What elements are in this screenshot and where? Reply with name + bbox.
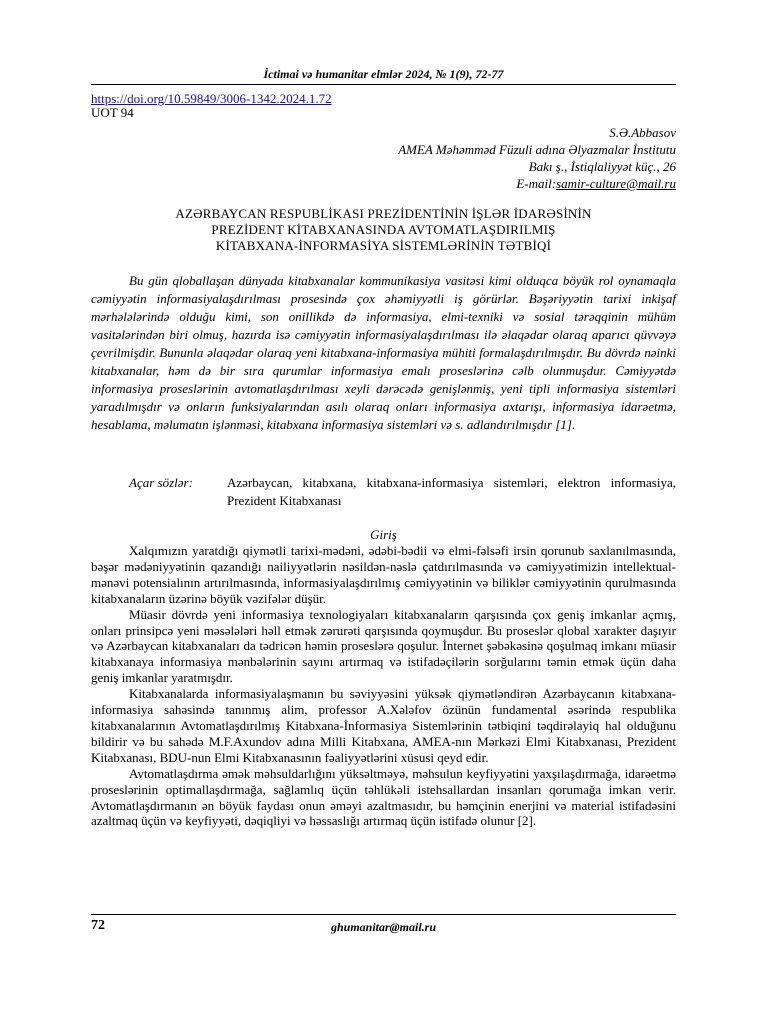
author-email-link[interactable]: samir-culture@mail.ru xyxy=(556,176,676,191)
udc-code: UOT 94 xyxy=(91,105,134,120)
paragraph: Müasir dövrdə yeni informasiya texnologiyaları kitabxanaların qarşısında çox geniş imkanlar açmış, onları prinsipcə yeni məsələləri həll etmək zərurəti qarşısında qoymuşdur. Bu proseslər qlobal xarakter daşıyır və Azərbaycan kitabxanaları da tədricən həmin proseslərə qoşulur. İnternet şəbəkəsinə qoşulmaq imkanı müasir kitabxanaya informasiya mənbələrinin sayını artırmaq və istifadəçilərin sorğularını təmin etmək üçün daha geniş imkanlar yaratmışdır. xyxy=(91,606,676,686)
body-text xyxy=(91,543,676,829)
author-name: S.Ə.Abbasov xyxy=(609,125,676,140)
journal-header: İctimai və humanitar elmlər 2024, № 1(9), 72-77 xyxy=(263,67,504,81)
page-number: 72 xyxy=(91,918,105,933)
author-email-line xyxy=(256,175,676,192)
section-heading: Giriş xyxy=(370,527,397,542)
author-affiliation: AMEA Məhəmməd Füzuli adına Əlyazmalar İnstitutu xyxy=(398,142,676,157)
author-address: Bakı ş., İstiqlaliyyət küç., 26 xyxy=(528,159,676,174)
abstract: Bu gün qloballaşan dünyada kitabxanalar kommunikasiya vasitəsi kimi olduqca böyük rol oynamaqla cəmiyyətin informasiyalaşdırılması prosesində çox əhəmiyyətli iş görürlər. Bəşəriyyətin tarixi inkişaf mərhələlərində olduğu kimi, son onillikdə də informasiya, elmi-texniki və sosial tərəqqinin mühüm vasitələrindən biri olmuş, hazırda isə cəmiyyətin informasiyalaşdırılması ilə əlaqədar olaraq aparıcı qüvvəyə çevrilmişdir. Bununla əlaqədar olaraq yeni kitabxana-informasiya mühiti formalaşdırılmışdır. Bu dövrdə nəinki kitabxanalar, həm də bir sıra qurumlar informasiya emalı proseslərinə cəlb olunmuşdur. Cəmiyyətdə informasiya proseslərinin avtomatlaşdırılması xeyli dərəcədə genişlənmiş, yeni tipli informasiya sistemləri yaradılmışdır və onların funksiyalarından asılı olaraq onları informasiya axtarışı, informasiya idarəetmə, hesablama, məlumatın işlənməsi, kitabxana informasiya sistemləri və s. adlandırılmışdır [1]. xyxy=(91,273,676,432)
title-line-1: AZƏRBAYCAN RESPUBLİKASI PREZİDENTİNİN İŞLƏR İDARƏSİNİN xyxy=(175,206,592,221)
footer-rule xyxy=(91,914,676,915)
paragraph: Avtomatlaşdırma əmək məhsuldarlığını yüksəltməyə, məhsulun keyfiyyətini yaxşılaşdırmağa, idarəetmə proseslərinin optimallaşdırmağa, sağlamlıq üçün təhlükəli istehsallardan insanları qorumağa imkan verir. Avtomatlaşdırmanın ən böyük faydası onun əməyi azaltmasıdır, bu həmçinin enerjini və material istifadəsini azaltmaq üçün və keyfiyyəti, dəqiqliyi və həssaslığı artırmaq üçün istifadə olunur [2]. xyxy=(91,765,676,829)
keywords-label: Açar sözlər: xyxy=(129,475,193,490)
paragraph: Kitabxanalarda informasiyalaşmanın bu səviyyəsini yüksək qiymətləndirən Azərbaycanın kitabxana-informasiya sahəsində tanınmış alim, professor A.Xələfov özünün fundamental əsərində respublika kitabxanalarının Avtomatlaşdırılmış Kitabxana-İnformasiya Sistemlərinin tətbiqini təqdirəlayiq hal olduğunu bildirir və bu sahədə M.F.Axundov adına Milli Kitabxana, AMEA-nın Mərkəzi Elmi Kitabxanası, Prezident Kitabxanası, BDU-nun Elmi Kitabxanasının fəaliyyətlərini xüsusi qeyd edir. xyxy=(91,686,676,765)
doi-link[interactable]: https://doi.org/10.59849/3006-1342.2024.1.72 xyxy=(91,91,332,106)
keywords-text: Azərbaycan, kitabxana, kitabxana-informasiya sistemləri, elektron informasiya, Prezident Kitabxanası xyxy=(227,475,676,508)
title-line-3: KİTABXANA-İNFORMASİYA SİSTEMLƏRİNİN TƏTBİQİ xyxy=(215,238,552,253)
keywords xyxy=(129,474,676,510)
email-prefix: E-mail: xyxy=(516,176,557,191)
paragraph: Xalqımızın yaratdığı qiymətli tarixi-mədəni, ədəbi-bədii və elmi-fəlsəfi irsin qorunub saxlanılmasında, bəşər mədəniyyətinin qazandığı nailiyyətlərin nəsildən-nəslə çatdırılmasında və cəmiyyətimizin intellektual-mənəvi potensialının artırılmasında, informasiyalaşdırılmış cəmiyyətinin və biliklər cəmiyyətinin qurulmasında kitabxanaların üzərinə böyük vəzifələr düşür. xyxy=(91,543,676,606)
author-block xyxy=(256,124,676,192)
header-rule xyxy=(91,84,676,85)
title-line-2: PREZİDENT KİTABXANASINDA AVTOMATLAŞDIRILMIŞ xyxy=(211,222,556,237)
article-title xyxy=(91,206,676,254)
footer-email: ghumanitar@mail.ru xyxy=(330,920,437,934)
